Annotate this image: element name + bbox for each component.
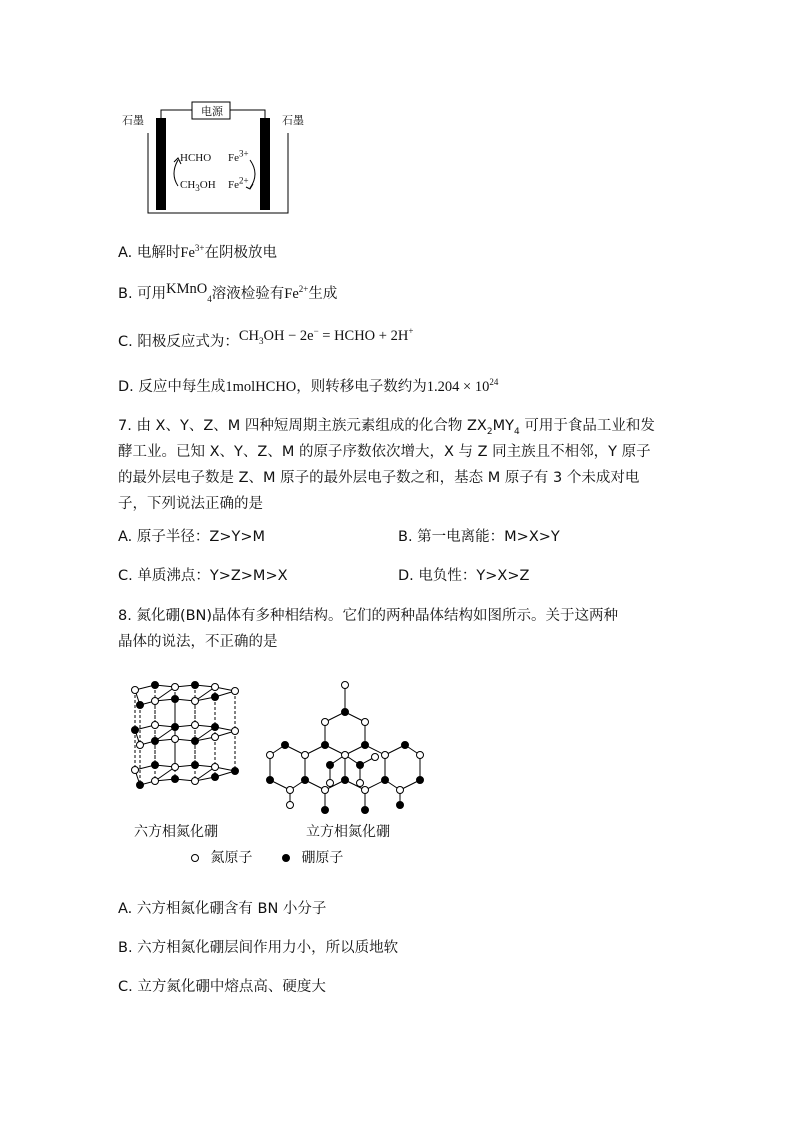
legend (190, 847, 343, 867)
hex-bn-structure (135, 685, 235, 785)
cubic-bn-caption: 立方相氮化硼 (306, 824, 390, 840)
q7-options-row2 (118, 566, 678, 586)
q6-option-c: C. 阳极反应式为：$CH_3OH - 2e^-$ = HCHO + 2H+ (118, 326, 414, 350)
q6-option-a: A. 电解时$Fe^{3+}$在阴极放电 (118, 243, 277, 261)
right-electrode (260, 118, 270, 210)
q7-line1: 7. 由 X、Y、Z、M 四种短周期主族元素组成的化合物 $ZX_2MY_4$ 可用于食品工业和发 (118, 418, 655, 437)
hex-bn-caption: 六方相氮化硼 (134, 824, 218, 840)
legend-nitrogen: 氮原子 (210, 850, 253, 866)
boron-legend-icon (281, 853, 291, 863)
q6-option-b: B. 可用KMnO$_4$溶液检验有$Fe^{2+}$生成 (118, 281, 338, 304)
q8-option-b: B. 六方相氮化硼层间作用力小，所以质地软 (118, 940, 399, 956)
left-electrode-label: 石墨 (122, 114, 144, 127)
species-fe3: $Fe^{3+}$ (228, 148, 249, 164)
left-electrode (156, 118, 166, 210)
q7-option-a: A. 原子半径：Z>Y>M (118, 529, 265, 545)
legend-boron: 硼原子 (301, 850, 344, 866)
q7-line3: 的最外层电子数是 Z、M 原子的最外层电子数之和，基态 M 原子有 3 个未成对电 (118, 470, 640, 486)
q7-option-b: B. 第一电离能：M>X>Y (398, 529, 560, 545)
q7-line2: 酵工业。已知 X、Y、Z、M 的原子序数依次增大，X 与 Z 同主族且不相邻，Y 原子 (118, 444, 651, 460)
species-ch3oh: $CH_3OH$ (180, 179, 216, 194)
q7-option-d: D. 电负性：Y>X>Z (398, 568, 530, 584)
nitrogen-legend-icon (190, 853, 200, 863)
q7-options-row1 (118, 527, 678, 547)
q8-option-c: C. 立方氮化硼中熔点高、硬度大 (118, 979, 326, 995)
bn-structures-svg (120, 675, 440, 815)
q8-line1: 8. 氮化硼(BN)晶体有多种相结构。它们的两种晶体结构如图所示。关于这两种 (118, 608, 619, 624)
bn-structures-figure (120, 675, 440, 875)
species-hcho: HCHO (180, 152, 212, 164)
species-fe2: $Fe^{2+}$ (228, 175, 249, 191)
q7-line4: 子，下列说法正确的是 (118, 496, 263, 512)
q7-option-c: C. 单质沸点：Y>Z>M>X (118, 568, 288, 584)
electrolysis-cell-diagram (118, 100, 318, 220)
right-electrode-label: 石墨 (282, 114, 304, 127)
q8-stem (118, 603, 678, 655)
power-label: 电源 (201, 105, 223, 118)
q6-option-d: D. 反应中每生成1molHCHO，则转移电子数约为$1.204 \times 10^{24}$ (118, 377, 499, 395)
q8-line2: 晶体的说法，不正确的是 (118, 634, 278, 650)
q8-option-a: A. 六方相氮化硼含有 BN 小分子 (118, 901, 327, 917)
q7-stem (118, 413, 678, 517)
